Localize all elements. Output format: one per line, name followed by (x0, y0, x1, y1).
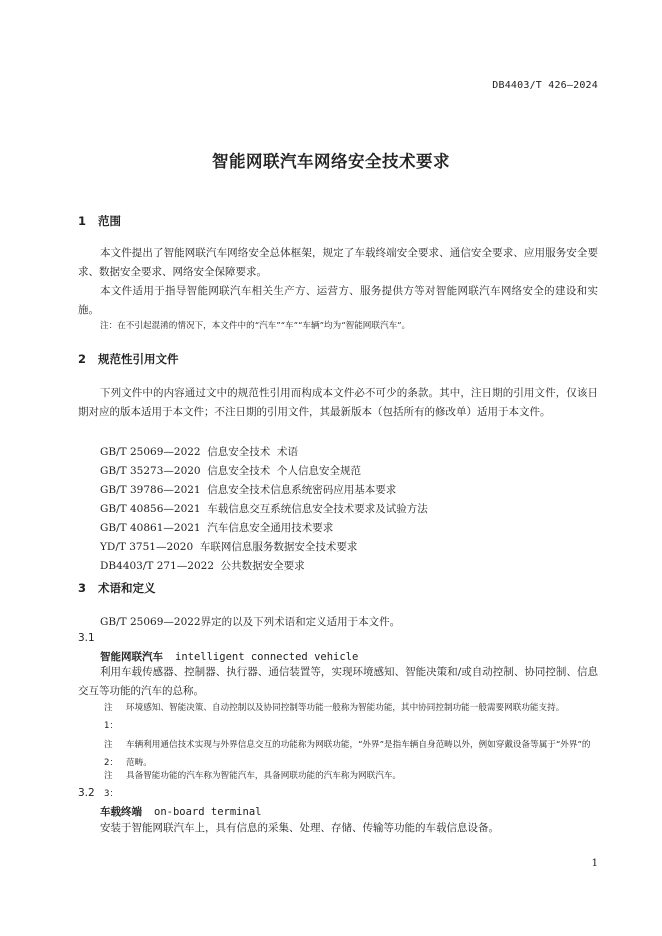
page-number: 1 (591, 858, 598, 869)
normative-reference: GB/T 35273—2020 信息安全技术 个人信息安全规范 (100, 465, 361, 477)
term-note (104, 767, 600, 803)
section-3-heading (78, 580, 156, 596)
section-number: 1 (78, 214, 87, 228)
section-2-heading (78, 351, 179, 367)
normative-reference: GB/T 25069—2022 信息安全技术 术语 (100, 446, 298, 458)
section-title: 规范性引用文件 (98, 352, 179, 366)
section-title: 范围 (98, 214, 121, 228)
normative-reference: GB/T 40861—2021 汽车信息安全通用技术要求 (100, 522, 334, 534)
section-1-paragraph-1: 本文件提出了智能网联汽车网络安全总体框架，规定了车载终端安全要求、通信安全要求、应用服务安全要求、数据安全要求、网络安全保障要求。 (78, 247, 598, 278)
term-chinese: 智能网联汽车 (100, 651, 163, 663)
note-text: 具备智能功能的汽车称为智能汽车，具备网联功能的汽车称为网联汽车。 (126, 771, 402, 781)
term-definition: 利用车载传感器、控制器、执行器、通信装置等，实现环境感知、智能决策和/或自动控制、协同控制、信息交互等功能的汽车的总称。 (78, 666, 598, 697)
note-text: 车辆利用通信技术实现与外界信息交互的功能称为网联功能，“外界”是指车辆自身范畴以外，例如穿戴设备等属于“外界”的范畴。 (126, 740, 591, 768)
note-label: 注1： (104, 703, 119, 731)
term-chinese: 车载终端 (100, 806, 142, 818)
normative-reference: DB4403/T 271—2022 公共数据安全要求 (100, 560, 305, 572)
term-number: 3.1 (78, 632, 95, 644)
term-note (104, 699, 600, 735)
normative-reference: GB/T 40856—2021 车载信息交互系统信息安全技术要求及试验方法 (100, 503, 428, 515)
note-label: 注3： (104, 771, 119, 799)
term-english: on-board terminal (154, 806, 262, 818)
section-1-heading (78, 213, 121, 229)
standard-number: DB4403/T 426—2024 (492, 80, 598, 91)
section-2-paragraph: 下列文件中的内容通过文中的规范性引用而构成本文件必不可少的条款。其中，注日期的引用文件，仅该日期对应的版本适用于本文件；不注日期的引用文件，其最新版本（包括所有的修改单）适用于本文件。 (78, 387, 598, 418)
note-text: 环境感知、智能决策、自动控制以及协同控制等功能一般称为智能功能，其中协同控制功能一般需要网联功能支持。 (126, 703, 565, 713)
note-label: 注2： (104, 740, 119, 768)
section-1-note: 注：在不引起混淆的情况下，本文件中的“汽车”“车”“车辆”均为“智能网联汽车”。 (100, 321, 411, 331)
term-definition: 安装于智能网联汽车上，具有信息的采集、处理、存储、传输等功能的车载信息设备。 (100, 822, 499, 834)
term-heading (100, 804, 261, 819)
document-title: 智能网联汽车网络安全技术要求 (212, 152, 450, 171)
normative-reference: GB/T 39786—2021 信息安全技术信息系统密码应用基本要求 (100, 484, 397, 496)
section-number: 2 (78, 352, 87, 366)
term-english: intelligent connected vehicle (175, 651, 359, 663)
term-number: 3.2 (78, 787, 95, 799)
normative-reference: YD/T 3751—2020 车联网信息服务数据安全技术要求 (100, 541, 358, 553)
section-number: 3 (78, 581, 87, 595)
section-1-paragraph-2: 本文件适用于指导智能网联汽车相关生产方、运营方、服务提供方等对智能网联汽车网络安全的建设和实施。 (78, 285, 598, 316)
section-3-intro: GB/T 25069—2022界定的以及下列术语和定义适用于本文件。 (100, 616, 401, 628)
term-heading (100, 649, 358, 664)
section-title: 术语和定义 (98, 581, 156, 595)
